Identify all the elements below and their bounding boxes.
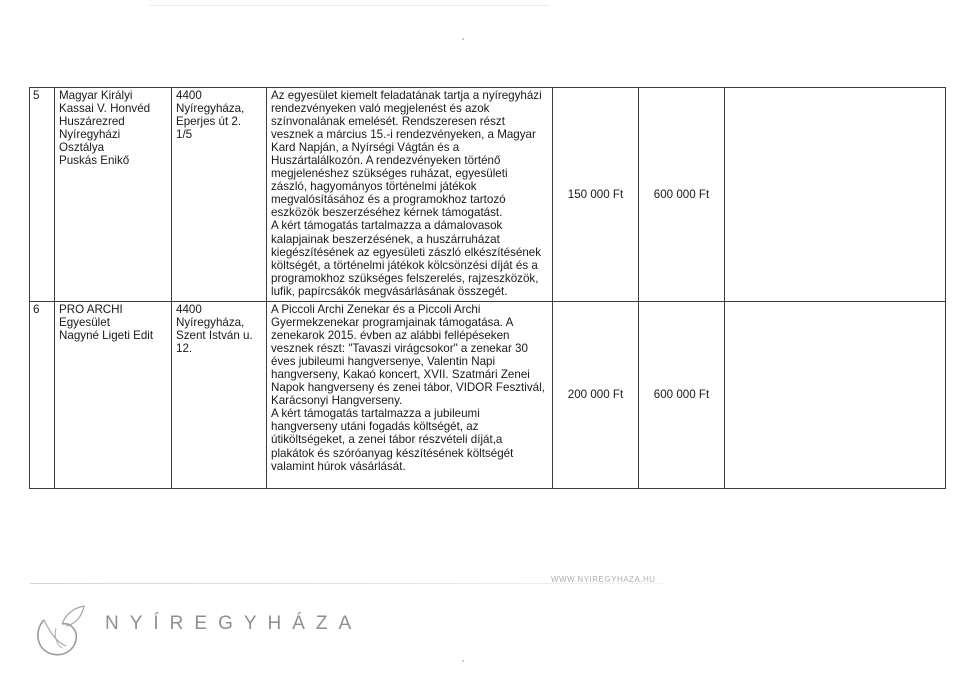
scan-edge-line xyxy=(150,5,550,6)
row-number: 6 xyxy=(30,302,55,489)
empty-cell xyxy=(725,88,946,302)
grant-table xyxy=(29,87,946,489)
organization-name: Magyar Királyi Kassai V. Honvéd Huszárezred Nyíregyházi Osztálya Puskás Enikő xyxy=(55,88,172,302)
empty-cell xyxy=(725,302,946,489)
footer-brand-wordmark: NYÍREGYHÁZA xyxy=(105,613,363,634)
total-amount: 600 000 Ft xyxy=(639,302,725,489)
requested-amount: 150 000 Ft xyxy=(553,88,639,302)
table-row xyxy=(30,88,946,302)
scan-speck xyxy=(462,38,464,40)
organization-address: 4400 Nyíregyháza, Eperjes út 2. 1/5 xyxy=(172,88,267,302)
request-description: A Piccoli Archi Zenekar és a Piccoli Archi Gyermekzenekar programjainak támogatása. A zenekarok 2015. évben az alábbi fellépéseken vesznek részt: "Tavaszi virágcsokor" a zenekar 30 éves jubileumi hangversenye, Valentin Napi hangverseny, Kakaó koncert, XVII. Szatmári Zenei Napok hangverseny és zenei tábor, VIDOR Fesztivál, Karácsonyi Hangverseny. A kért támogatás tartalmazza a jubileumi hangverseny utáni fogadás költségét, az útiköltségeket, a zenei tábor részvételi díját,a plakátok és szóróanyag készítésének költségét valamint húrok vásárlását. xyxy=(267,302,553,489)
nyiregyhaza-leaf-logo-icon xyxy=(30,596,94,660)
request-description: Az egyesület kiemelt feladatának tartja a nyíregyházi rendezvényeken való megjelenést és azok színvonalának emelését. Rendszeresen részt vesznek a március 15.-i rendezvényeken, a Magyar Kard Napján, a Nyírségi Vágtán és a Huszártalálkozón. A rendezvényeken történő megjelenéshez szükséges ruházat, egyesületi zászló, hagyományos történelmi játékok megvalósításához és a programokhoz tartozó eszközök beszerzéséhez kérnek támogatást. A kért támogatás tartalmazza a dámalovasok kalapjainak beszerzésének, a huszárruházat kiegészítésének az egyesületi zászló elkészítésének költségét, a történelmi játékok kölcsönzési díját és a programokhoz szükséges felszerelés, rajzeszközök, lufik, papírcsákók megvásárlásának összegét. xyxy=(267,88,553,302)
row-number: 5 xyxy=(30,88,55,302)
total-amount: 600 000 Ft xyxy=(639,88,725,302)
footer-url: WWW.NYIREGYHAZA.HU xyxy=(551,575,656,584)
organization-address: 4400 Nyíregyháza, Szent István u. 12. xyxy=(172,302,267,489)
scan-speck xyxy=(462,660,464,662)
organization-name: PRO ARCHI Egyesület Nagyné Ligeti Edit xyxy=(55,302,172,489)
table-row xyxy=(30,302,946,489)
requested-amount: 200 000 Ft xyxy=(553,302,639,489)
